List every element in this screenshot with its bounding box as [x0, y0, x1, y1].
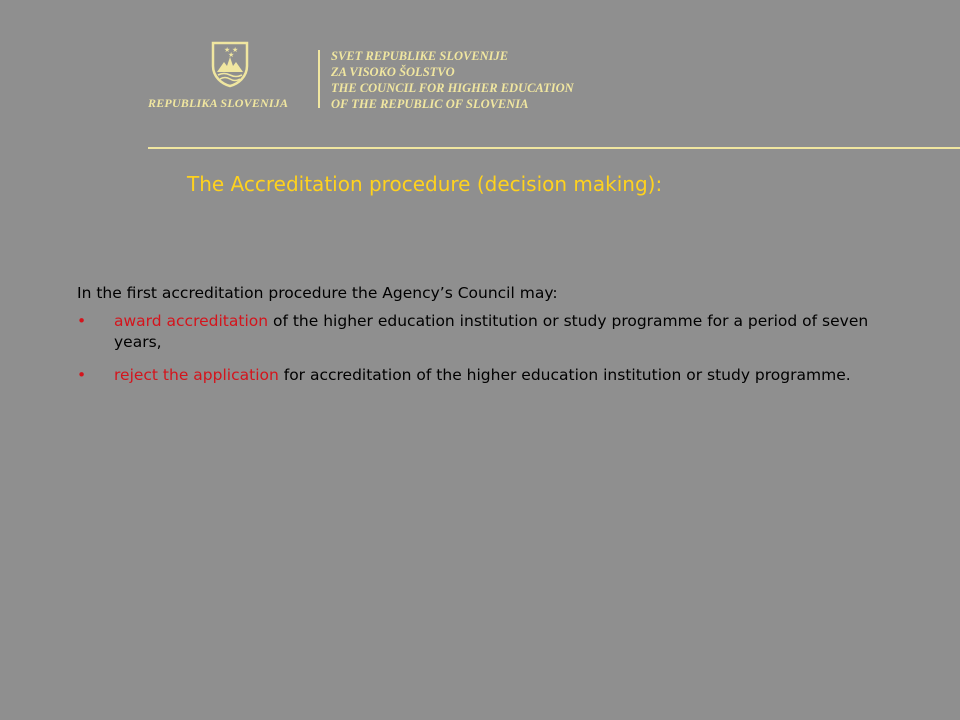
- svg-text:★: ★: [232, 46, 239, 54]
- bullet-dot-icon: •: [77, 366, 87, 384]
- slovenia-coat-of-arms-icon: [210, 40, 250, 88]
- bullet-dot-icon: •: [77, 312, 87, 330]
- header-divider: [318, 50, 320, 108]
- header-rule: [148, 147, 960, 149]
- intro-text: In the first accreditation procedure the Agency’s Council may:: [77, 284, 558, 302]
- bullet-award: [77, 311, 877, 353]
- svg-text:★: ★: [228, 51, 235, 59]
- bullet-reject: [77, 365, 877, 386]
- bullet-highlight: reject the application: [114, 366, 279, 384]
- council-line-1: SVET REPUBLIKE SLOVENIJE: [331, 49, 509, 63]
- bullet-text: of the higher education institution or study programme for a period of seven years,: [114, 312, 869, 351]
- bullet-text: for accreditation of the higher education institution or study programme.: [278, 366, 851, 384]
- slide-body: [77, 283, 877, 398]
- country-label: REPUBLIKA SLOVENIJA: [148, 96, 289, 110]
- slide-title: The Accreditation procedure (decision making):: [187, 172, 663, 196]
- council-line-3: THE COUNCIL FOR HIGHER EDUCATION: [331, 81, 574, 95]
- council-name: [331, 48, 574, 112]
- council-line-4: OF THE REPUBLIC OF SLOVENIA: [331, 97, 529, 111]
- svg-text:★: ★: [224, 46, 231, 54]
- council-line-2: ZA VISOKO ŠOLSTVO: [331, 65, 455, 79]
- bullet-highlight: award accreditation: [114, 312, 269, 330]
